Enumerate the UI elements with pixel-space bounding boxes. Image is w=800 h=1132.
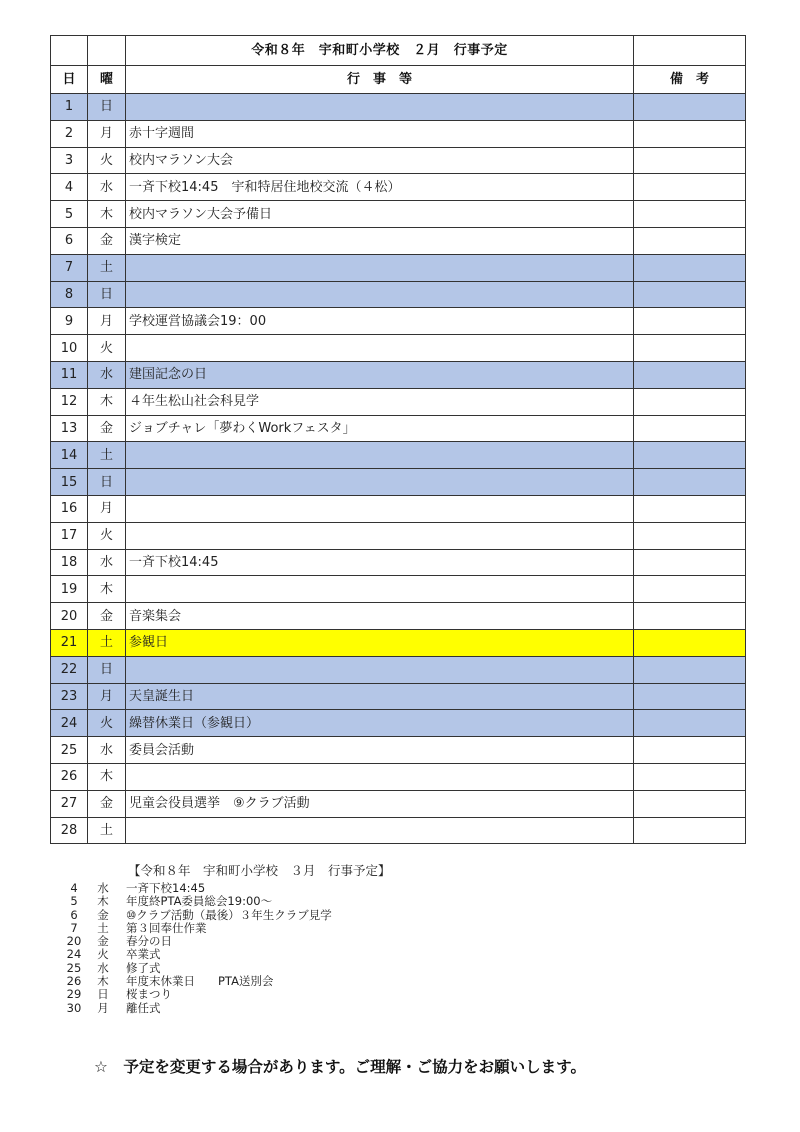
event-cell: 一斉下校14:45 宇和特居住地校交流（４松）	[126, 174, 634, 201]
march-weekday: 火	[97, 947, 109, 962]
table-row	[51, 201, 746, 228]
weekday-cell: 水	[88, 549, 126, 576]
table-row	[51, 308, 746, 335]
march-weekday: 木	[97, 894, 109, 909]
event-cell	[126, 495, 634, 522]
weekday-cell: 金	[88, 603, 126, 630]
remarks-cell	[634, 603, 746, 630]
table-row	[51, 227, 746, 254]
weekday-cell: 水	[88, 737, 126, 764]
event-cell	[126, 281, 634, 308]
day-cell: 12	[51, 388, 88, 415]
remarks-cell	[634, 201, 746, 228]
title-blank-remarks	[634, 36, 746, 66]
remarks-cell	[634, 254, 746, 281]
column-header-row	[51, 66, 746, 94]
remarks-cell	[634, 656, 746, 683]
event-cell	[126, 763, 634, 790]
event-cell: 校内マラソン大会予備日	[126, 201, 634, 228]
weekday-cell: 木	[88, 201, 126, 228]
weekday-cell: 火	[88, 335, 126, 362]
table-row	[51, 549, 746, 576]
table-row	[51, 576, 746, 603]
march-event: 第３回奉仕作業	[126, 920, 207, 935]
march-event: 年度末休業日 PTA送別会	[126, 974, 274, 989]
remarks-cell	[634, 629, 746, 656]
weekday-cell: 木	[88, 388, 126, 415]
remarks-cell	[634, 388, 746, 415]
day-cell: 27	[51, 790, 88, 817]
march-title: 【令和８年 宇和町小学校 ３月 行事予定】	[128, 863, 391, 878]
weekday-cell: 月	[88, 495, 126, 522]
weekday-cell: 土	[88, 254, 126, 281]
event-cell	[126, 442, 634, 469]
change-notice	[94, 1055, 586, 1077]
day-cell: 2	[51, 120, 88, 147]
table-row	[51, 388, 746, 415]
remarks-cell	[634, 522, 746, 549]
title-row	[51, 36, 746, 66]
march-day: 30	[66, 1000, 82, 1015]
day-cell: 15	[51, 469, 88, 496]
remarks-cell	[634, 495, 746, 522]
march-day: 4	[70, 881, 78, 895]
list-item	[60, 895, 580, 908]
table-row	[51, 710, 746, 737]
star-icon: ☆	[94, 1058, 108, 1076]
list-item	[60, 1002, 580, 1015]
list-item	[60, 988, 580, 1001]
day-cell: 22	[51, 656, 88, 683]
event-cell	[126, 522, 634, 549]
remarks-cell	[634, 335, 746, 362]
day-cell: 8	[51, 281, 88, 308]
march-day: 24	[66, 947, 82, 962]
weekday-cell: 土	[88, 629, 126, 656]
march-event: 春分の日	[126, 934, 172, 949]
remarks-cell	[634, 120, 746, 147]
weekday-cell: 水	[88, 361, 126, 388]
weekday-cell: 日	[88, 94, 126, 121]
day-cell: 6	[51, 227, 88, 254]
remarks-cell	[634, 817, 746, 844]
remarks-cell	[634, 281, 746, 308]
event-cell	[126, 576, 634, 603]
list-item	[60, 948, 580, 961]
list-item	[60, 922, 580, 935]
table-row	[51, 335, 746, 362]
day-cell: 3	[51, 147, 88, 174]
march-list	[60, 882, 580, 1015]
march-event: ⑩クラブ活動（最後）３年生クラブ見学	[126, 907, 332, 922]
table-row	[51, 603, 746, 630]
weekday-cell: 日	[88, 656, 126, 683]
march-day: 20	[66, 934, 82, 949]
table-row	[51, 469, 746, 496]
march-weekday: 月	[97, 1000, 109, 1015]
weekday-cell: 金	[88, 415, 126, 442]
table-row	[51, 281, 746, 308]
title-blank-weekday	[88, 36, 126, 66]
table-row	[51, 442, 746, 469]
march-event: 桜まつり	[126, 987, 172, 1002]
march-weekday: 水	[97, 881, 109, 895]
event-cell: 委員会活動	[126, 737, 634, 764]
table-row	[51, 94, 746, 121]
remarks-cell	[634, 415, 746, 442]
event-cell	[126, 335, 634, 362]
event-cell: 赤十字週間	[126, 120, 634, 147]
event-cell: 漢字検定	[126, 227, 634, 254]
day-cell: 9	[51, 308, 88, 335]
event-cell: 一斉下校14:45	[126, 549, 634, 576]
event-cell: 天皇誕生日	[126, 683, 634, 710]
table-row	[51, 361, 746, 388]
march-event: 修了式	[126, 960, 161, 975]
event-cell: 校内マラソン大会	[126, 147, 634, 174]
event-cell: 繰替休業日（参観日）	[126, 710, 634, 737]
february-schedule-table	[50, 35, 746, 844]
header-remarks: 備 考	[634, 66, 746, 94]
event-cell: 建国記念の日	[126, 361, 634, 388]
remarks-cell	[634, 469, 746, 496]
weekday-cell: 木	[88, 763, 126, 790]
remarks-cell	[634, 763, 746, 790]
event-cell: ジョブチャレ「夢わくWorkフェスタ」	[126, 415, 634, 442]
table-row	[51, 147, 746, 174]
day-cell: 10	[51, 335, 88, 362]
list-item	[60, 975, 580, 988]
day-cell: 11	[51, 361, 88, 388]
remarks-cell	[634, 94, 746, 121]
event-cell: ４年生松山社会科見学	[126, 388, 634, 415]
notice-text: 予定を変更する場合があります。ご理解・ご協力をお願いします。	[123, 1058, 586, 1076]
march-weekday: 木	[97, 974, 109, 989]
day-cell: 25	[51, 737, 88, 764]
day-cell: 17	[51, 522, 88, 549]
day-cell: 1	[51, 94, 88, 121]
remarks-cell	[634, 737, 746, 764]
remarks-cell	[634, 442, 746, 469]
event-cell	[126, 254, 634, 281]
day-cell: 16	[51, 495, 88, 522]
weekday-cell: 月	[88, 120, 126, 147]
weekday-cell: 土	[88, 442, 126, 469]
header-events: 行 事 等	[126, 66, 634, 94]
weekday-cell: 日	[88, 281, 126, 308]
weekday-cell: 月	[88, 683, 126, 710]
remarks-cell	[634, 790, 746, 817]
table-row	[51, 415, 746, 442]
table-row	[51, 737, 746, 764]
table-row	[51, 495, 746, 522]
list-item	[60, 962, 580, 975]
event-cell: 参観日	[126, 629, 634, 656]
weekday-cell: 金	[88, 790, 126, 817]
day-cell: 21	[51, 629, 88, 656]
remarks-cell	[634, 361, 746, 388]
march-event: 離任式	[126, 1000, 161, 1015]
weekday-cell: 金	[88, 227, 126, 254]
day-cell: 7	[51, 254, 88, 281]
day-cell: 14	[51, 442, 88, 469]
march-day: 25	[66, 960, 82, 975]
day-cell: 24	[51, 710, 88, 737]
weekday-cell: 火	[88, 147, 126, 174]
march-day: 5	[70, 894, 78, 909]
table-row	[51, 174, 746, 201]
march-weekday: 土	[97, 920, 109, 935]
day-cell: 19	[51, 576, 88, 603]
march-weekday: 金	[97, 907, 109, 922]
table-row	[51, 683, 746, 710]
remarks-cell	[634, 710, 746, 737]
list-item	[60, 909, 580, 922]
event-cell	[126, 817, 634, 844]
weekday-cell: 水	[88, 174, 126, 201]
table-row	[51, 763, 746, 790]
table-row	[51, 120, 746, 147]
weekday-cell: 木	[88, 576, 126, 603]
schedule-title: 令和８年 宇和町小学校 ２月 行事予定	[126, 36, 634, 66]
day-cell: 23	[51, 683, 88, 710]
table-row	[51, 656, 746, 683]
march-event: 年度終PTA委員総会19:00～	[126, 894, 273, 909]
march-day: 26	[66, 974, 82, 989]
day-cell: 5	[51, 201, 88, 228]
event-cell: 児童会役員選挙 ⑨クラブ活動	[126, 790, 634, 817]
march-weekday: 水	[97, 960, 109, 975]
weekday-cell: 火	[88, 522, 126, 549]
day-cell: 28	[51, 817, 88, 844]
table-row	[51, 790, 746, 817]
march-schedule	[60, 861, 580, 1015]
day-cell: 13	[51, 415, 88, 442]
weekday-cell: 火	[88, 710, 126, 737]
march-day: 6	[70, 907, 78, 922]
march-weekday: 日	[97, 987, 109, 1002]
event-cell: 音楽集会	[126, 603, 634, 630]
event-cell	[126, 94, 634, 121]
remarks-cell	[634, 683, 746, 710]
title-blank-day	[51, 36, 88, 66]
march-day: 29	[66, 987, 82, 1002]
weekday-cell: 日	[88, 469, 126, 496]
table-row	[51, 817, 746, 844]
day-cell: 4	[51, 174, 88, 201]
header-weekday: 曜	[88, 66, 126, 94]
remarks-cell	[634, 147, 746, 174]
remarks-cell	[634, 174, 746, 201]
day-cell: 26	[51, 763, 88, 790]
table-row	[51, 629, 746, 656]
march-weekday: 金	[97, 934, 109, 949]
event-cell: 学校運営協議会19：00	[126, 308, 634, 335]
remarks-cell	[634, 308, 746, 335]
day-cell: 20	[51, 603, 88, 630]
event-cell	[126, 469, 634, 496]
march-event: 一斉下校14:45	[126, 881, 206, 895]
remarks-cell	[634, 576, 746, 603]
weekday-cell: 月	[88, 308, 126, 335]
list-item	[60, 882, 580, 895]
header-day: 日	[51, 66, 88, 94]
table-row	[51, 522, 746, 549]
remarks-cell	[634, 549, 746, 576]
weekday-cell: 土	[88, 817, 126, 844]
day-cell: 18	[51, 549, 88, 576]
march-day: 7	[70, 920, 78, 935]
event-cell	[126, 656, 634, 683]
march-event: 卒業式	[126, 947, 161, 962]
list-item	[60, 935, 580, 948]
remarks-cell	[634, 227, 746, 254]
table-row	[51, 254, 746, 281]
